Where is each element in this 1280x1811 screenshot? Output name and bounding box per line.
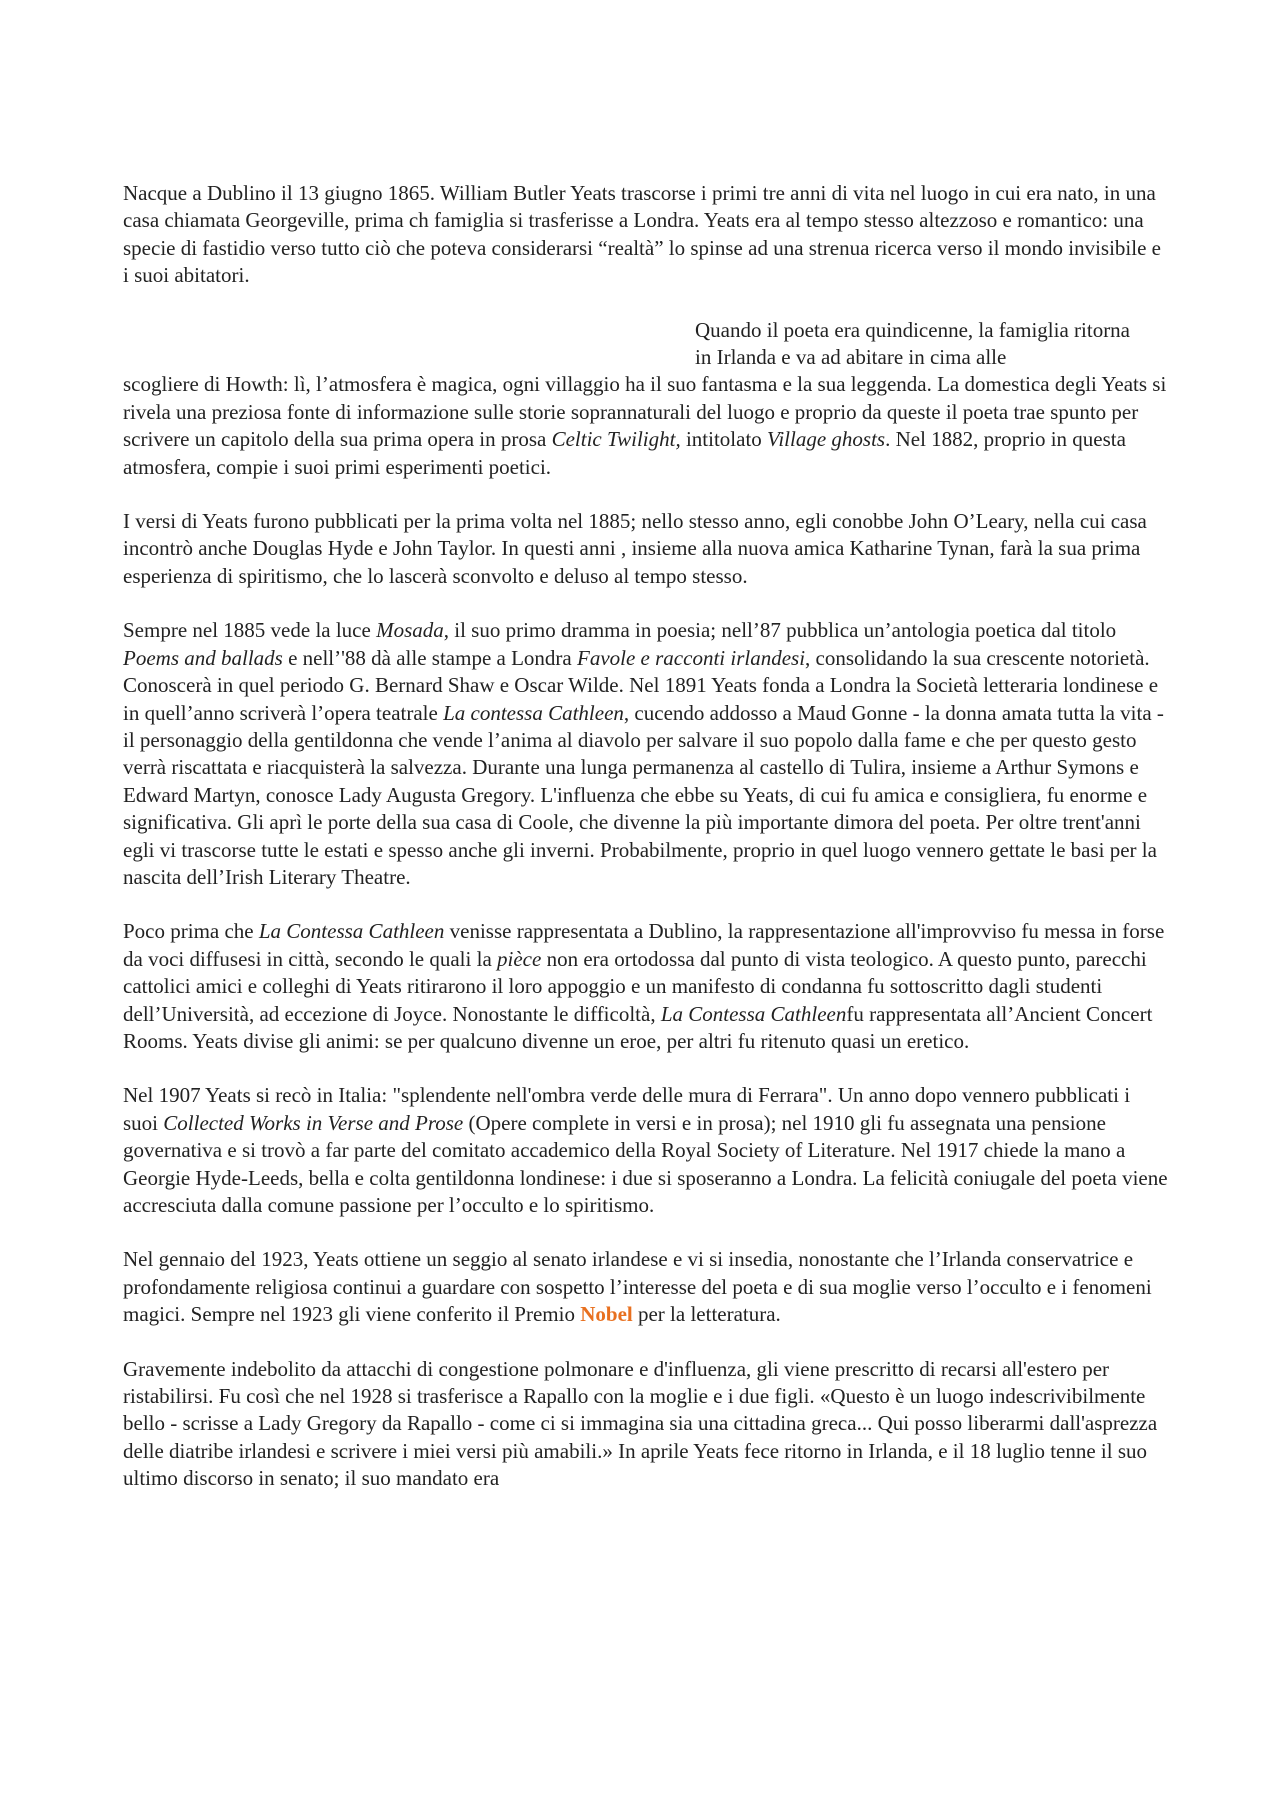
paragraph-howth — [123, 371, 1168, 481]
text-span: e nell’'88 dà alle stampe a Londra — [282, 645, 577, 670]
italic-title: Collected Works in Verse and Prose — [163, 1110, 464, 1135]
italic-title: Celtic Twilight, — [551, 427, 681, 452]
paragraph-italy — [123, 1082, 1168, 1219]
text-span: venisse rappresentata a Dublino, la rappresentazione all'improvviso fu messa in forse da voci diffusesi in città, secondo le quali la — [123, 919, 1165, 971]
text-span: fu rappresentata all’Ancient Concert Rooms. Yeats divise gli animi: se per qualcuno divenne un eroe, per altri fu ritenuto quasi un eretico. — [123, 1001, 1153, 1053]
italic-title: La Contessa Cathleen — [258, 919, 445, 944]
text-span: Nel gennaio del 1923, Yeats ottiene un seggio al senato irlandese e vi si insedia, nonostante che l’Irlanda conservatrice e profondamente religiosa continui a guardare con sospetto l’interesse del poeta e di sua moglie verso l’occulto e i fenomeni magici. Sempre nel 1923 gli viene conferito il Premio — [123, 1247, 1152, 1327]
italic-title: Village ghosts — [767, 427, 886, 452]
italic-title: Mosada — [376, 618, 444, 643]
text-span: Poco prima che — [123, 919, 259, 944]
nobel-link[interactable]: Nobel — [580, 1302, 633, 1327]
text-span: (Opere complete in versi e in prosa); nel 1910 gli fu assegnata una pensione governativa e si trovò a far parte del comitato accademico della Royal Society of Literature. Nel 1917 chiede la mano a Georgie Hyde-Leeds, bella e colta gentildonna londinese: i due si sposeranno a Londra. La felicità coniugale del poeta viene accresciuta dalla comune passione per l’occulto e lo spiritismo. — [123, 1110, 1168, 1217]
paragraph-birth: Nacque a Dublino il 13 giugno 1865. William Butler Yeats trascorse i primi tre anni di vita nel luogo in cui era nato, in una casa chiamata Georgeville, prima ch famiglia si trasferisse a Londra. Yeats era al tempo stesso altezzoso e romantico: una specie di fastidio verso tutto ciò che poteva considerarsi “realtà” lo spinse ad una strenua ricerca verso il mondo invisibile e i suoi abitatori. — [123, 181, 1161, 288]
paragraph-contessa-cathleen — [123, 918, 1168, 1055]
italic-title: La Contessa Cathleen — [660, 1001, 847, 1026]
paragraph-mosada — [123, 617, 1168, 891]
text-span: non era ortodossa dal punto di vista teologico. A questo punto, parecchi cattolici amici e colleghi di Yeats ritirarono il loro appoggio e un manifesto di condanna fu sottoscritto dagli studenti dell’Università, ad eccezione di Joyce. Nonostante le difficoltà, — [123, 946, 1147, 1026]
paragraph-first-verses: I versi di Yeats furono pubblicati per la prima volta nel 1885; nello stesso anno, egli conobbe John O’Leary, nella cui casa incontrò anche Douglas Hyde e John Taylor. In questi anni , insieme alla nuova amica Katharine Tynan, farà la sua prima esperienza di spiritismo, che lo lascerà sconvolto e deluso al tempo stesso. — [123, 509, 1147, 588]
italic-title: Favole e racconti irlandesi — [577, 645, 806, 670]
text-span: scogliere di Howth: lì, l’atmosfera è magica, ogni villaggio ha il suo fantasma e la sua leggenda. La domestica degli Yeats si rivela una preziosa fonte di informazione sulle storie soprannaturali del luogo e proprio da queste il poeta trae spunto per scrivere un capitolo della sua prima opera in prosa — [123, 372, 1167, 452]
text-span: , consolidando la sua crescente notorietà. Conoscerà in quel periodo G. Bernard Shaw e Oscar Wilde. Nel 1891 Yeats fonda a Londra la Società letteraria londinese e in quell’anno scriverà l’opera teatrale — [123, 645, 1159, 725]
text-span: , il suo primo dramma in poesia; nell’87 pubblica un’antologia poetica dal titolo — [443, 618, 1117, 643]
text-span: Nel 1907 Yeats si recò in Italia: "splendente nell'ombra verde delle mura di Ferrara". Un anno dopo vennero pubblicati i suoi — [123, 1083, 1131, 1135]
italic-title: Poems and ballads — [123, 645, 283, 670]
indented-paragraph-start: Quando il poeta era quindicenne, la famiglia ritorna in Irlanda e va ad abitare in cima alle — [695, 317, 1131, 370]
italic-word: pièce — [497, 946, 542, 971]
text-span: intitolato — [680, 427, 768, 452]
paragraph-senate-nobel — [123, 1246, 1168, 1328]
document-body — [123, 180, 1168, 1520]
text-span: , cucendo addosso a Maud Gonne - la donna amata tutta la vita - il personaggio della gentildonna che vende l’anima al diavolo per salvare il suo popolo dalla fame e che per questo gesto verrà riscattata e riacquisterà la salvezza. Durante una lunga permanenza al castello di Tulira, insieme a Arthur Symons e Edward Martyn, conosce Lady Augusta Gregory. L'influenza che ebbe su Yeats, di cui fu amica e consigliera, fu enorme e significativa. Gli aprì le porte della sua casa di Coole, che divenne la più importante dimora del poeta. Per oltre trent'anni egli vi trascorse tutte le estati e spesso anche gli inverni. Probabilmente, proprio in quel luogo vennero gettate le basi per la nascita dell’Irish Literary Theatre. — [123, 700, 1164, 889]
text-span: . Nel 1882, proprio in questa atmosfera, compie i suoi primi esperimenti poetici. — [123, 427, 1126, 479]
italic-title: La contessa Cathleen — [443, 700, 624, 725]
text-span: per la letteratura. — [632, 1302, 781, 1327]
paragraph-rapallo: Gravemente indebolito da attacchi di congestione polmonare e d'influenza, gli viene prescritto di recarsi all'estero per ristabilirsi. Fu così che nel 1928 si trasferisce a Rapallo con la moglie e i due figli. «Questo è un luogo indescrivibilmente bello - scrisse a Lady Gregory da Rapallo - come ci si immagina sia una cittadina greca... Qui posso liberarmi dall'asprezza delle diatribe irlandesi e scrivere i miei versi più amabili.» In aprile Yeats fece ritorno in Irlanda, e il 18 luglio tenne il suo ultimo discorso in senato; il suo mandato era — [123, 1356, 1158, 1491]
text-span: Sempre nel 1885 vede la luce — [123, 618, 377, 643]
